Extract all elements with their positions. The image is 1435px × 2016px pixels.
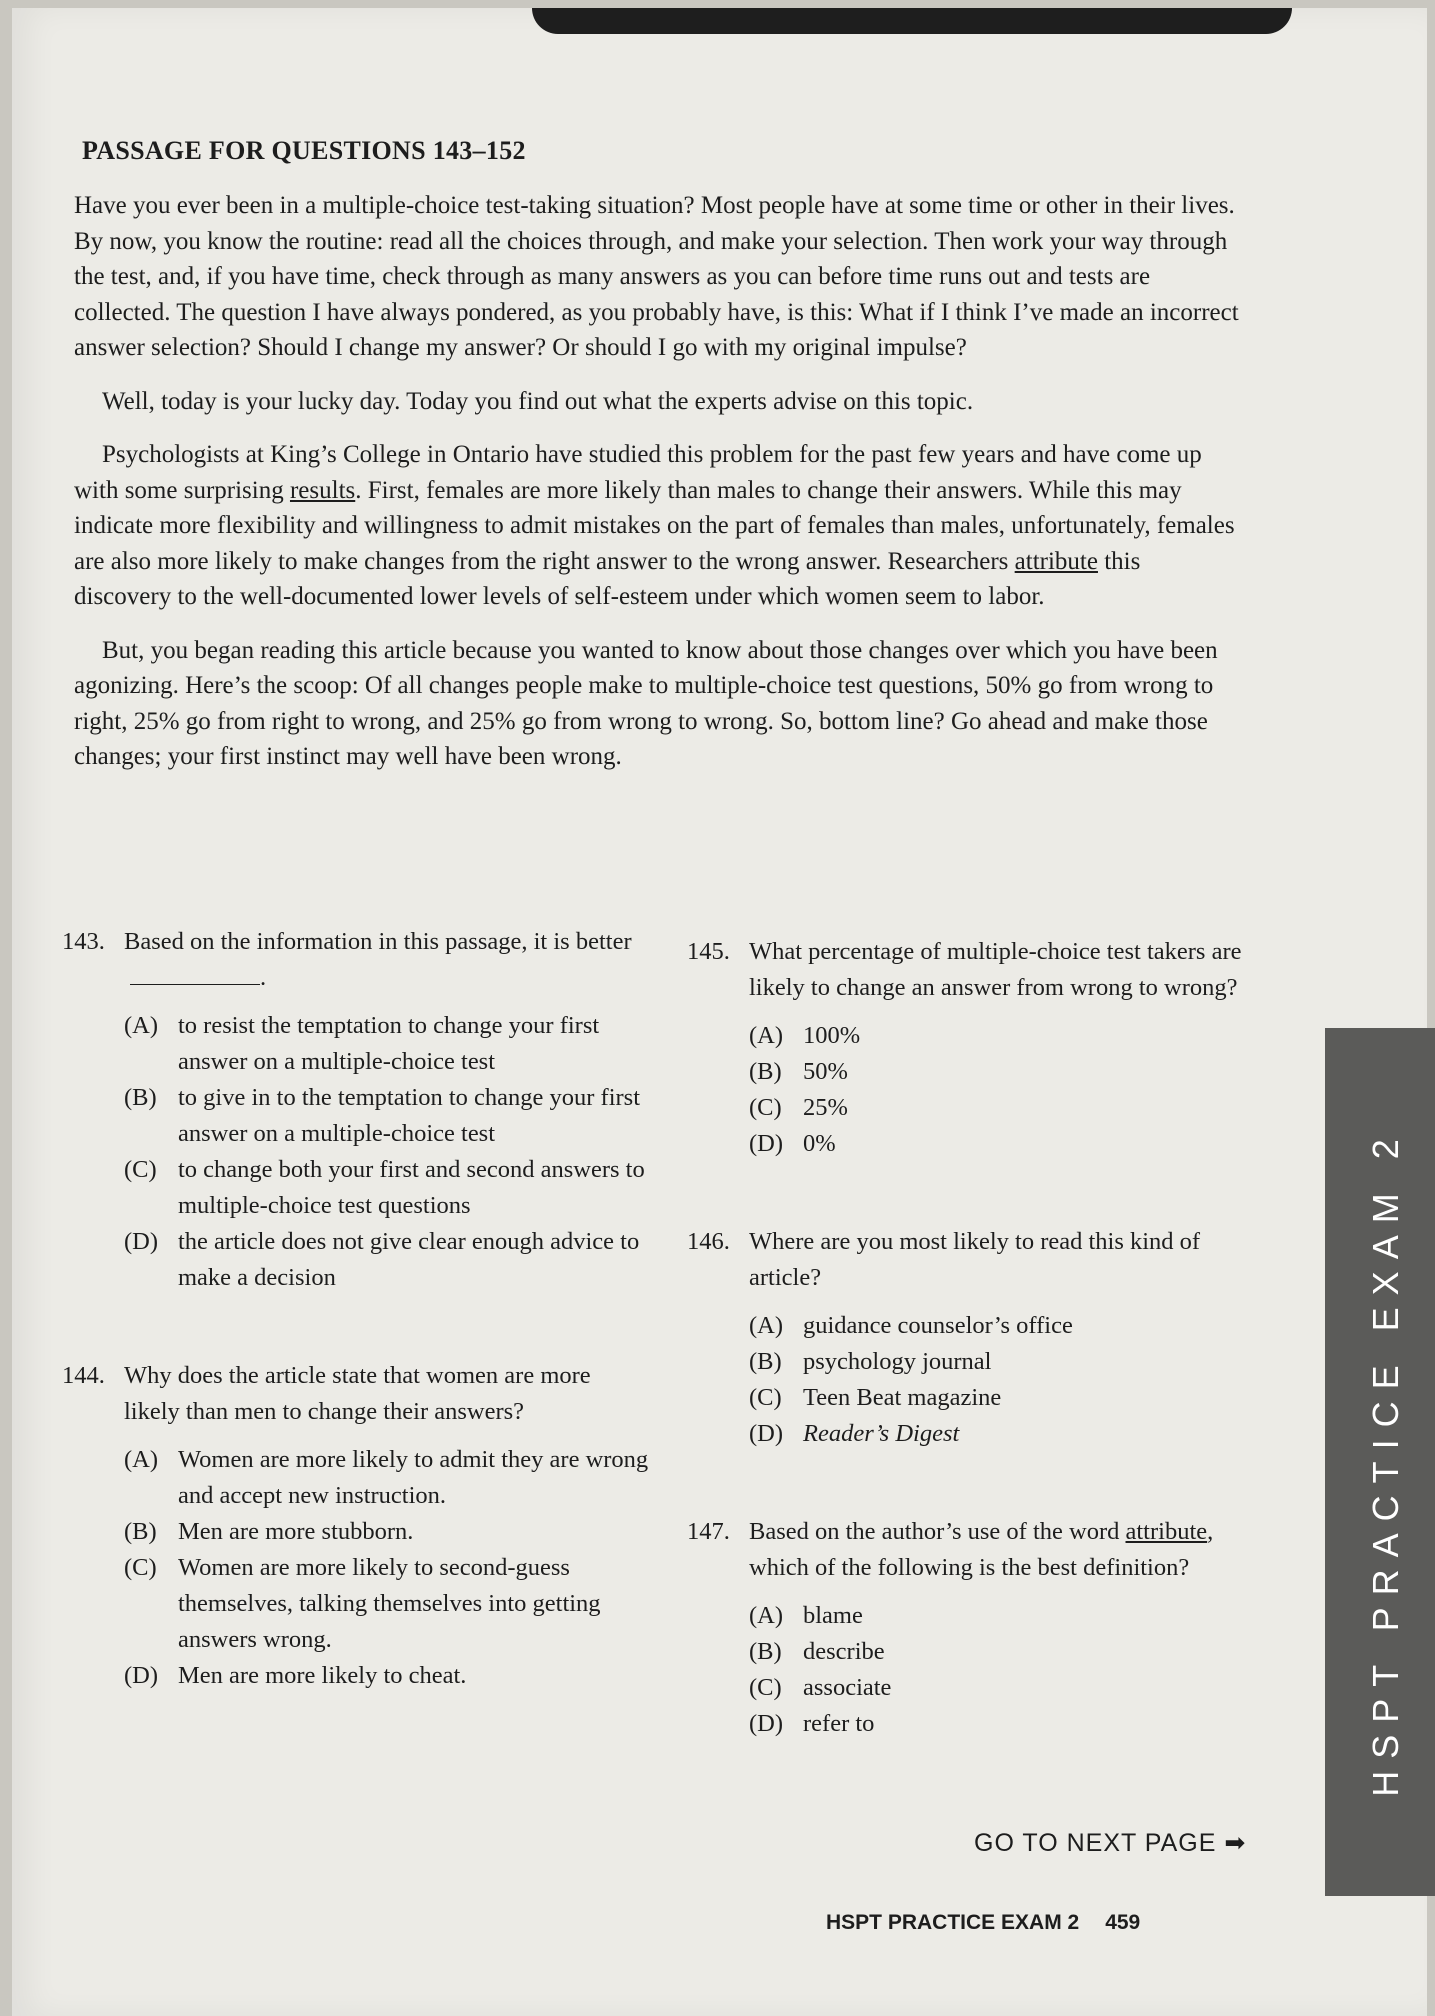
- option-letter: (D): [749, 1420, 784, 1447]
- left-question-column: [62, 924, 652, 1712]
- option-text: to give in to the temptation to change your first answer on a multiple-choice test: [178, 1084, 640, 1147]
- option-list: [124, 1442, 652, 1694]
- option-list: [749, 1598, 1247, 1742]
- option-b[interactable]: [749, 1634, 1247, 1670]
- option-text: describe: [803, 1638, 885, 1665]
- option-letter: (C): [124, 1554, 157, 1581]
- option-letter: (C): [749, 1674, 782, 1701]
- underlined-word-attribute: attribute: [1014, 547, 1098, 575]
- option-letter: (B): [124, 1518, 157, 1545]
- option-text: Teen Beat magazine: [803, 1384, 1002, 1411]
- option-d[interactable]: [749, 1126, 1247, 1162]
- book-page: [12, 8, 1427, 2016]
- option-letter: (A): [749, 1312, 784, 1339]
- option-letter: (D): [749, 1710, 784, 1737]
- option-text: blame: [803, 1602, 863, 1629]
- option-text: Reader’s Digest: [803, 1420, 960, 1447]
- footer-title: HSPT PRACTICE EXAM 2: [826, 1911, 1080, 1934]
- p3-part-a: Psychologists at King’s College in Ontario have studied this problem for the past few years and have come up with some surprising: [74, 441, 1202, 504]
- answer-blank: [130, 964, 260, 985]
- option-text: 25%: [803, 1094, 848, 1121]
- option-d[interactable]: [749, 1706, 1247, 1742]
- option-text: Women are more likely to admit they are wrong and accept new instruction.: [178, 1446, 649, 1509]
- question-stem: Based on the information in this passage, it is better: [124, 928, 632, 955]
- question-147: [687, 1514, 1247, 1742]
- option-d[interactable]: [124, 1224, 652, 1296]
- option-text: associate: [803, 1674, 892, 1701]
- question-stem: Where are you most likely to read this kind of article?: [749, 1228, 1201, 1291]
- option-letter: (D): [124, 1228, 159, 1255]
- page-number: 459: [1105, 1911, 1141, 1934]
- option-list: [749, 1018, 1247, 1162]
- option-text: the article does not give clear enough advice to make a decision: [178, 1228, 640, 1291]
- option-a[interactable]: [749, 1598, 1247, 1634]
- passage-title: PASSAGE FOR QUESTIONS 143–152: [82, 136, 526, 165]
- question-number: 146.: [687, 1228, 730, 1255]
- option-text: to change both your first and second answers to multiple-choice test questions: [178, 1156, 645, 1219]
- question-146: [687, 1224, 1247, 1452]
- option-letter: (C): [124, 1156, 157, 1183]
- underlined-word-results: results: [289, 476, 356, 504]
- question-144: [62, 1358, 652, 1694]
- stem-end: .: [260, 964, 267, 991]
- option-d[interactable]: [124, 1658, 652, 1694]
- option-b[interactable]: [124, 1514, 652, 1550]
- option-letter: (D): [749, 1130, 784, 1157]
- question-number: 147.: [687, 1518, 730, 1545]
- right-question-column: [687, 934, 1247, 1760]
- option-text: guidance counselor’s office: [803, 1312, 1073, 1339]
- option-letter: (A): [749, 1022, 784, 1049]
- question-stem: Why does the article state that women are more likely than men to change their answers?: [124, 1362, 591, 1425]
- option-a[interactable]: [124, 1008, 652, 1080]
- passage-paragraph-4: But, you began reading this article because you wanted to know about those changes over which you have been agonizing. Here’s the scoop: Of all changes people make to multiple-choice test questions, 50% go from wrong to right, 25% go from right to wrong, and 25% go from wrong to wrong. So, bottom line? Go ahead and make those changes; your first instinct may well have been wrong.: [74, 636, 1218, 770]
- option-letter: (C): [749, 1384, 782, 1411]
- go-to-next-page: GO TO NEXT PAGE ➡: [974, 1829, 1247, 1857]
- option-text: 100%: [803, 1022, 861, 1049]
- page-footer: [826, 1911, 1140, 1935]
- option-b[interactable]: [749, 1054, 1247, 1090]
- option-text: 50%: [803, 1058, 848, 1085]
- passage-paragraph-1: Have you ever been in a multiple-choice test-taking situation? Most people have at some time or other in their lives. By now, you know the routine: read all the choices through, and make your selection. Then work your way through the test, and, if you have time, check through as many answers as you can before time runs out and tests are collected. The question I have always pondered, as you probably have, is this: What if I think I’ve made an incorrect answer selection? Should I change my answer? Or should I go with my original impulse?: [74, 192, 1239, 361]
- option-letter: (D): [124, 1662, 159, 1689]
- option-text: psychology journal: [803, 1348, 992, 1375]
- option-a[interactable]: [749, 1308, 1247, 1344]
- option-text: Men are more likely to cheat.: [178, 1662, 467, 1689]
- option-list: [749, 1308, 1247, 1452]
- question-number: 143.: [62, 928, 105, 955]
- option-b[interactable]: [124, 1080, 652, 1152]
- passage-paragraph-2: Well, today is your lucky day. Today you find out what the experts advise on this topic.: [102, 387, 974, 415]
- option-list: [124, 1008, 652, 1296]
- option-b[interactable]: [749, 1344, 1247, 1380]
- option-c[interactable]: [749, 1090, 1247, 1126]
- option-text: 0%: [803, 1130, 836, 1157]
- option-a[interactable]: [124, 1442, 652, 1514]
- question-stem: Based on the author’s use of the word attribute, which of the following is the best definition?: [749, 1518, 1214, 1581]
- side-tab-label: HSPT PRACTICE EXAM 2: [1365, 1127, 1406, 1797]
- question-stem: What percentage of multiple-choice test takers are likely to change an answer from wrong to wrong?: [749, 938, 1242, 1001]
- option-text: Women are more likely to second-guess themselves, talking themselves into getting answers wrong.: [178, 1554, 601, 1653]
- p3-part-e: this discovery to the well-documented lower levels of self-esteem under which women seem to labor.: [74, 547, 1141, 610]
- option-letter: (B): [749, 1058, 782, 1085]
- p3-part-c: . First, females are more likely than males to change their answers. While this may indicate more flexibility and willingness to admit mistakes on the part of females than males, unfortunately, females are also more likely to make changes from the right answer to the wrong answer. Researchers: [74, 476, 1235, 575]
- question-number: 145.: [687, 938, 730, 965]
- option-c[interactable]: [124, 1550, 652, 1658]
- option-d[interactable]: [749, 1416, 1247, 1452]
- option-letter: (B): [124, 1084, 157, 1111]
- option-letter: (A): [124, 1012, 159, 1039]
- option-letter: (A): [749, 1602, 784, 1629]
- option-c[interactable]: [749, 1380, 1247, 1416]
- exam-side-tab: [1325, 1028, 1435, 1896]
- option-c[interactable]: [749, 1670, 1247, 1706]
- option-letter: (C): [749, 1094, 782, 1121]
- option-c[interactable]: [124, 1152, 652, 1224]
- passage-paragraph-3: [74, 437, 1242, 615]
- option-letter: (A): [124, 1446, 159, 1473]
- question-145: [687, 934, 1247, 1162]
- underlined-word-attribute: attribute: [1125, 1518, 1208, 1545]
- option-letter: (B): [749, 1638, 782, 1665]
- question-number: 144.: [62, 1362, 105, 1389]
- question-143: [62, 924, 652, 1296]
- page-top-shadow: [532, 8, 1292, 34]
- option-text: Men are more stubborn.: [178, 1518, 414, 1545]
- option-a[interactable]: [749, 1018, 1247, 1054]
- passage-text: [74, 188, 1242, 793]
- option-text: refer to: [803, 1710, 875, 1737]
- option-text: to resist the temptation to change your first answer on a multiple-choice test: [178, 1012, 600, 1075]
- option-letter: (B): [749, 1348, 782, 1375]
